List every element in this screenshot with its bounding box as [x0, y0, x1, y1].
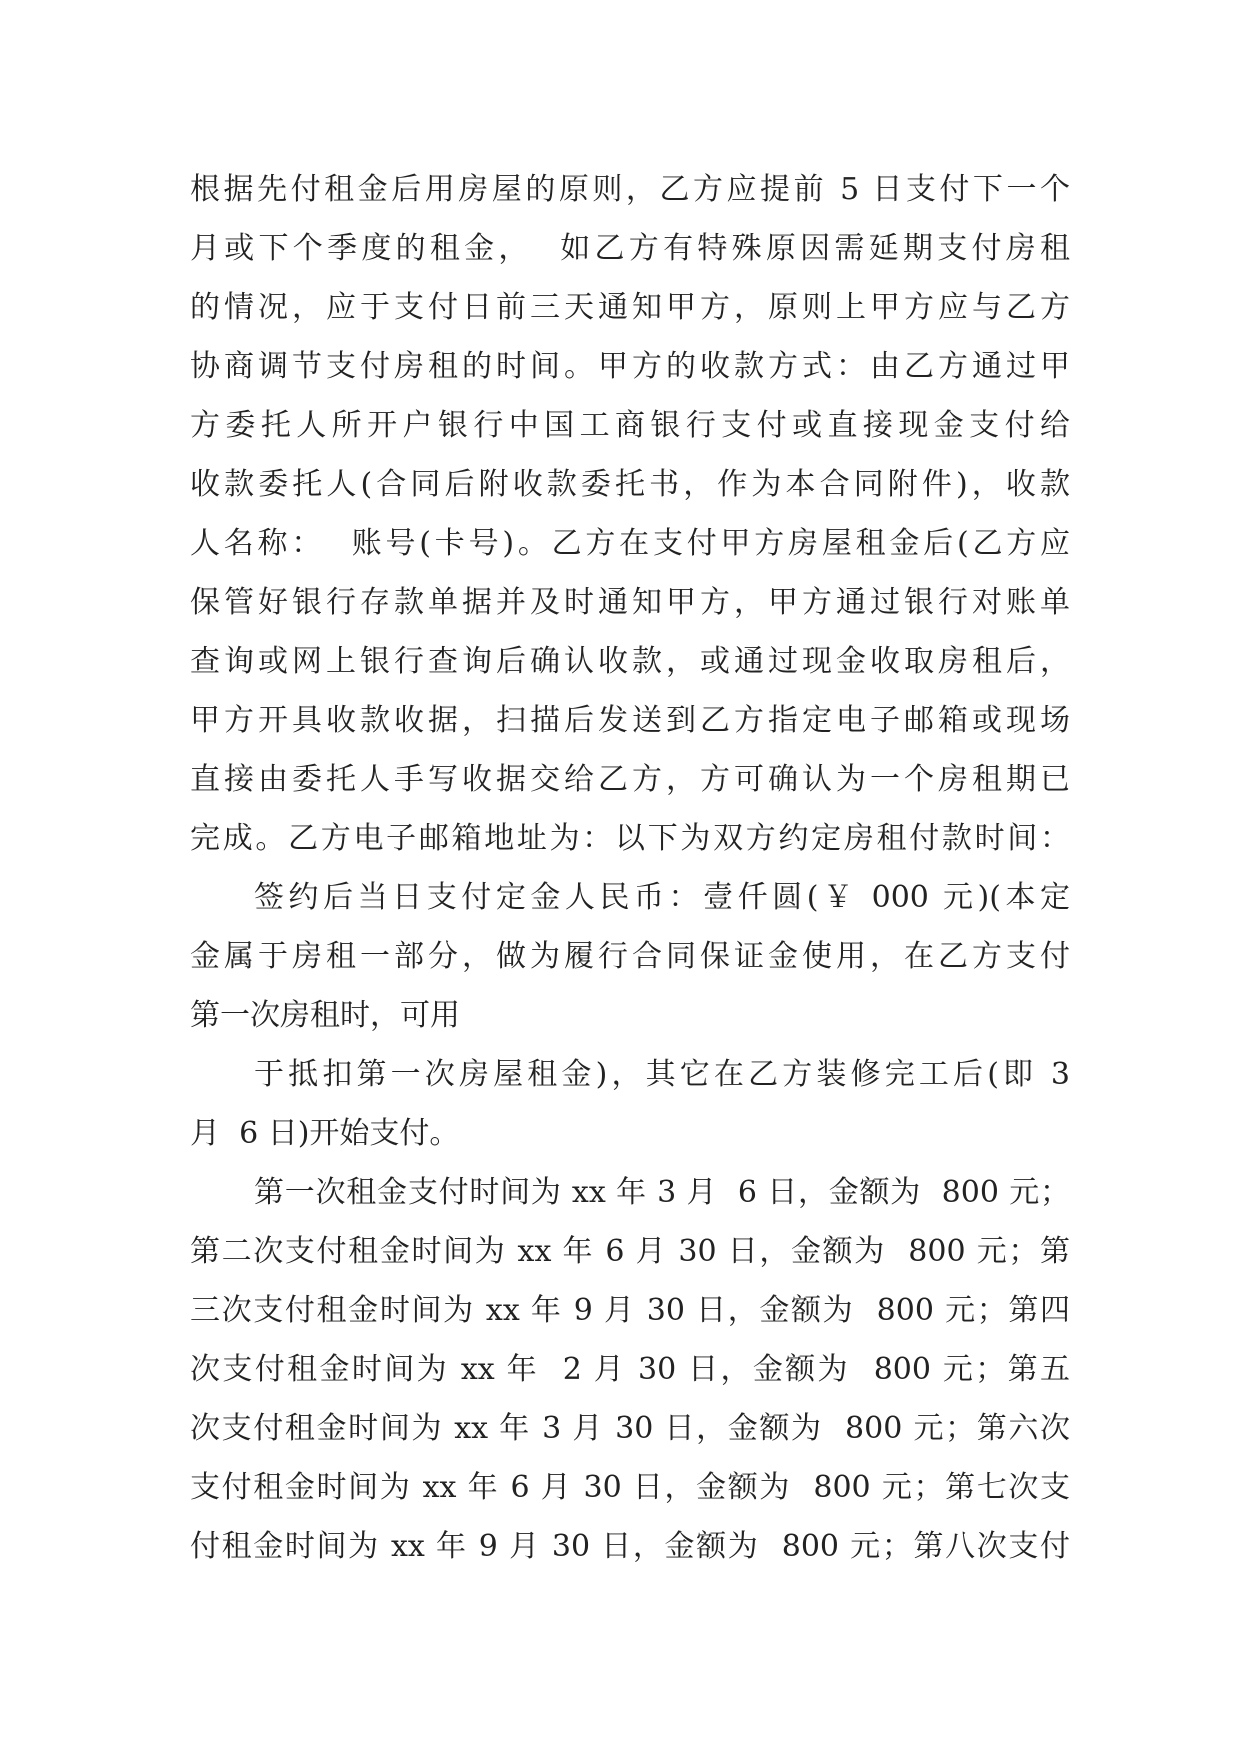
text-line: 人名称： 账号(卡号)。乙方在支付甲方房屋租金后(乙方应	[190, 526, 1070, 561]
text-line: 的情况，应于支付日前三天通知甲方，原则上甲方应与乙方	[190, 290, 1070, 325]
text-line: 收款委托人(合同后附收款委托书，作为本合同附件)，收款	[190, 467, 1070, 502]
text-line: 付租金时间为 xx 年 9 月 30 日，金额为 800 元；第八次支付	[190, 1529, 1070, 1564]
text-line: 协商调节支付房租的时间。甲方的收款方式：由乙方通过甲	[190, 349, 1070, 384]
document-body	[190, 160, 1070, 1576]
text-line: 第一次房租时，可用	[190, 998, 460, 1033]
text-line: 次支付租金时间为 xx 年 3 月 30 日，金额为 800 元；第六次	[190, 1411, 1070, 1446]
paragraph-start-line: 签约后当日支付定金人民币：壹仟圆(￥ 000 元)(本定	[254, 880, 1070, 915]
text-line: 第二次支付租金时间为 xx 年 6 月 30 日，金额为 800 元；第	[190, 1234, 1070, 1269]
text-line: 支付租金时间为 xx 年 6 月 30 日，金额为 800 元；第七次支	[190, 1470, 1070, 1505]
paragraph-start-line: 于抵扣第一次房屋租金)，其它在乙方装修完工后(即 3	[254, 1057, 1070, 1092]
text-line: 完成。乙方电子邮箱地址为：以下为双方约定房租付款时间：	[190, 821, 1070, 856]
text-line: 月或下个季度的租金， 如乙方有特殊原因需延期支付房租	[190, 231, 1070, 266]
text-line: 根据先付租金后用房屋的原则，乙方应提前 5 日支付下一个	[190, 172, 1070, 207]
text-line: 三次支付租金时间为 xx 年 9 月 30 日，金额为 800 元；第四	[190, 1293, 1070, 1328]
text-line: 查询或网上银行查询后确认收款，或通过现金收取房租后，	[190, 644, 1070, 679]
text-line: 直接由委托人手写收据交给乙方，方可确认为一个房租期已	[190, 762, 1070, 797]
text-line: 次支付租金时间为 xx 年 2 月 30 日，金额为 800 元；第五	[190, 1352, 1070, 1387]
text-line: 保管好银行存款单据并及时通知甲方，甲方通过银行对账单	[190, 585, 1070, 620]
text-line: 甲方开具收款收据，扫描后发送到乙方指定电子邮箱或现场	[190, 703, 1070, 738]
text-line: 金属于房租一部分，做为履行合同保证金使用，在乙方支付	[190, 939, 1070, 974]
paragraph-start-line: 第一次租金支付时间为 xx 年 3 月 6 日，金额为 800 元；	[254, 1175, 1070, 1210]
text-line: 方委托人所开户银行中国工商银行支付或直接现金支付给	[190, 408, 1070, 443]
text-line: 月 6 日)开始支付。	[190, 1116, 460, 1151]
